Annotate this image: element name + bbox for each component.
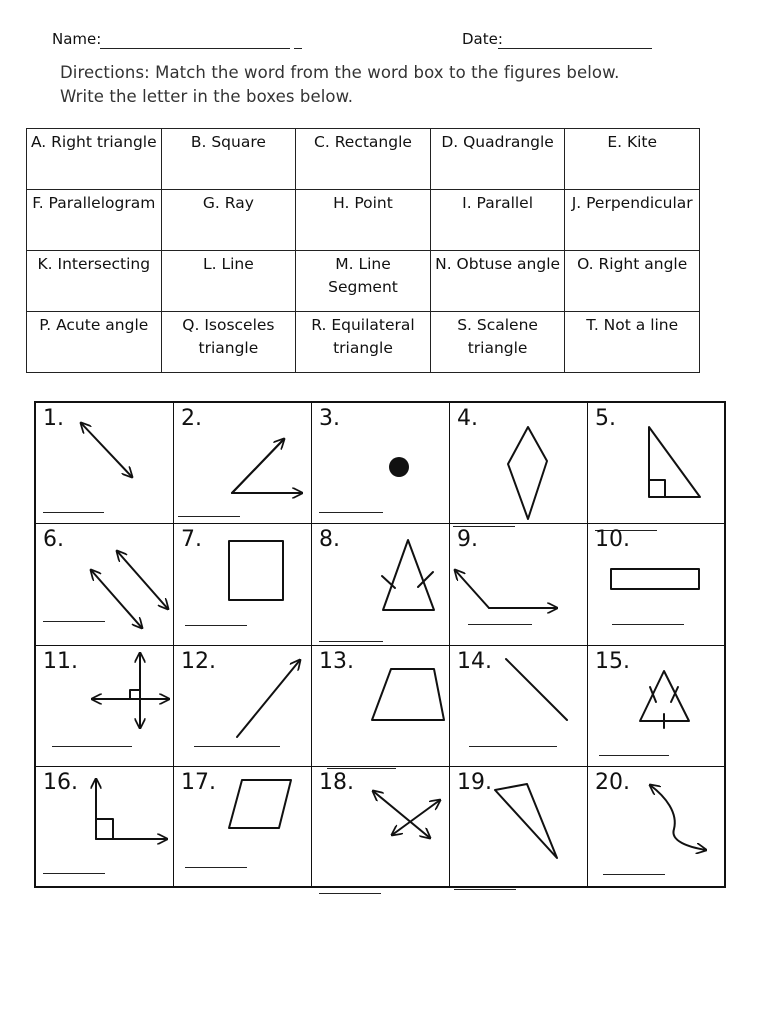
figure-number: 10. xyxy=(595,527,630,552)
word-box-cell: T. Not a line xyxy=(565,312,700,373)
answer-blank[interactable] xyxy=(599,755,669,756)
figure-cell xyxy=(36,767,174,888)
answer-blank[interactable] xyxy=(319,641,383,642)
figure-cell xyxy=(36,524,174,646)
scalene-triangle-icon xyxy=(450,767,588,888)
figure-number: 13. xyxy=(319,649,354,674)
intersecting-lines-icon xyxy=(312,767,450,888)
figure-number: 5. xyxy=(595,406,616,431)
word-box-cell: Q. Isosceles triangle xyxy=(161,312,296,373)
double-arrow-line-icon xyxy=(36,403,174,524)
word-box-row xyxy=(27,312,700,373)
name-label: Name: xyxy=(52,30,102,48)
date-label: Date: xyxy=(462,30,503,48)
answer-blank[interactable] xyxy=(319,893,381,894)
perpendicular-lines-icon xyxy=(36,646,174,767)
word-box-cell: P. Acute angle xyxy=(27,312,162,373)
directions-line-2: Write the letter in the boxes below. xyxy=(60,87,354,106)
word-box-cell: F. Parallelogram xyxy=(27,190,162,251)
word-box-cell: S. Scalene triangle xyxy=(430,312,565,373)
figure-cell xyxy=(312,646,450,767)
line-segment-icon xyxy=(450,646,588,767)
word-box-cell: M. Line Segment xyxy=(296,251,431,312)
word-box-cell: R. Equilateral triangle xyxy=(296,312,431,373)
word-box-cell: A. Right triangle xyxy=(27,129,162,190)
figure-number: 2. xyxy=(181,406,202,431)
word-box-cell: D. Quadrangle xyxy=(430,129,565,190)
figure-cell xyxy=(588,403,724,524)
figure-number: 1. xyxy=(43,406,64,431)
word-box-cell: N. Obtuse angle xyxy=(430,251,565,312)
square-icon xyxy=(174,524,312,646)
isosceles-triangle-icon xyxy=(312,524,450,646)
point-dot-icon xyxy=(312,403,450,524)
figure-cell xyxy=(588,767,724,888)
answer-blank[interactable] xyxy=(52,746,132,747)
figure-number: 19. xyxy=(457,770,492,795)
answer-blank[interactable] xyxy=(185,625,247,626)
figure-cell xyxy=(174,403,312,524)
answer-blank[interactable] xyxy=(43,512,104,513)
name-field[interactable] xyxy=(100,32,290,49)
answer-blank[interactable] xyxy=(178,516,240,517)
figure-cell xyxy=(312,403,450,524)
word-box-cell: J. Perpendicular xyxy=(565,190,700,251)
figure-cell xyxy=(36,646,174,767)
word-box-cell: K. Intersecting xyxy=(27,251,162,312)
figure-number: 9. xyxy=(457,527,478,552)
kite-icon xyxy=(450,403,588,524)
right-triangle-icon xyxy=(588,403,724,524)
answer-blank[interactable] xyxy=(469,746,557,747)
word-box-row xyxy=(27,190,700,251)
figure-cell xyxy=(450,646,588,767)
rectangle-icon xyxy=(588,524,724,646)
figure-number: 16. xyxy=(43,770,78,795)
word-box-row xyxy=(27,129,700,190)
figure-number: 20. xyxy=(595,770,630,795)
word-box-cell: O. Right angle xyxy=(565,251,700,312)
trapezoid-icon xyxy=(312,646,450,767)
figure-grid xyxy=(34,401,726,888)
parallelogram-icon xyxy=(174,767,312,888)
figure-number: 12. xyxy=(181,649,216,674)
figure-cell xyxy=(174,767,312,888)
answer-blank[interactable] xyxy=(194,746,280,747)
word-box-cell: C. Rectangle xyxy=(296,129,431,190)
answer-blank[interactable] xyxy=(612,624,684,625)
answer-blank[interactable] xyxy=(603,874,665,875)
figure-number: 14. xyxy=(457,649,492,674)
word-box-cell: I. Parallel xyxy=(430,190,565,251)
directions-line-1: Directions: Match the word from the word box to the figures below. xyxy=(60,63,620,82)
figure-cell xyxy=(450,403,588,524)
answer-blank[interactable] xyxy=(43,873,105,874)
figure-number: 3. xyxy=(319,406,340,431)
figure-number: 15. xyxy=(595,649,630,674)
date-field[interactable] xyxy=(498,32,652,49)
name-field-tail xyxy=(294,32,302,49)
word-box-cell: E. Kite xyxy=(565,129,700,190)
curved-arrow-icon xyxy=(588,767,724,888)
figure-number: 18. xyxy=(319,770,354,795)
figure-number: 8. xyxy=(319,527,340,552)
right-angle-icon xyxy=(36,767,174,888)
parallel-lines-icon xyxy=(36,524,174,646)
figure-number: 4. xyxy=(457,406,478,431)
figure-cell xyxy=(312,767,450,888)
figure-number: 17. xyxy=(181,770,216,795)
word-box-cell: L. Line xyxy=(161,251,296,312)
figure-number: 6. xyxy=(43,527,64,552)
figure-cell xyxy=(588,524,724,646)
word-box-row xyxy=(27,251,700,312)
figure-number: 7. xyxy=(181,527,202,552)
figure-cell xyxy=(450,524,588,646)
word-box xyxy=(26,128,700,373)
ray-angle-icon xyxy=(174,403,312,524)
answer-blank[interactable] xyxy=(43,621,105,622)
figure-cell xyxy=(312,524,450,646)
figure-cell xyxy=(174,524,312,646)
answer-blank[interactable] xyxy=(468,624,532,625)
ray-icon xyxy=(174,646,312,767)
answer-blank[interactable] xyxy=(454,889,516,890)
word-box-cell: B. Square xyxy=(161,129,296,190)
obtuse-angle-icon xyxy=(450,524,588,646)
equilateral-triangle-icon xyxy=(588,646,724,767)
answer-blank[interactable] xyxy=(185,867,247,868)
word-box-cell: H. Point xyxy=(296,190,431,251)
answer-blank[interactable] xyxy=(319,512,383,513)
figure-number: 11. xyxy=(43,649,78,674)
word-box-cell: G. Ray xyxy=(161,190,296,251)
figure-cell xyxy=(588,646,724,767)
figure-cell xyxy=(174,646,312,767)
figure-cell xyxy=(36,403,174,524)
figure-cell xyxy=(450,767,588,888)
